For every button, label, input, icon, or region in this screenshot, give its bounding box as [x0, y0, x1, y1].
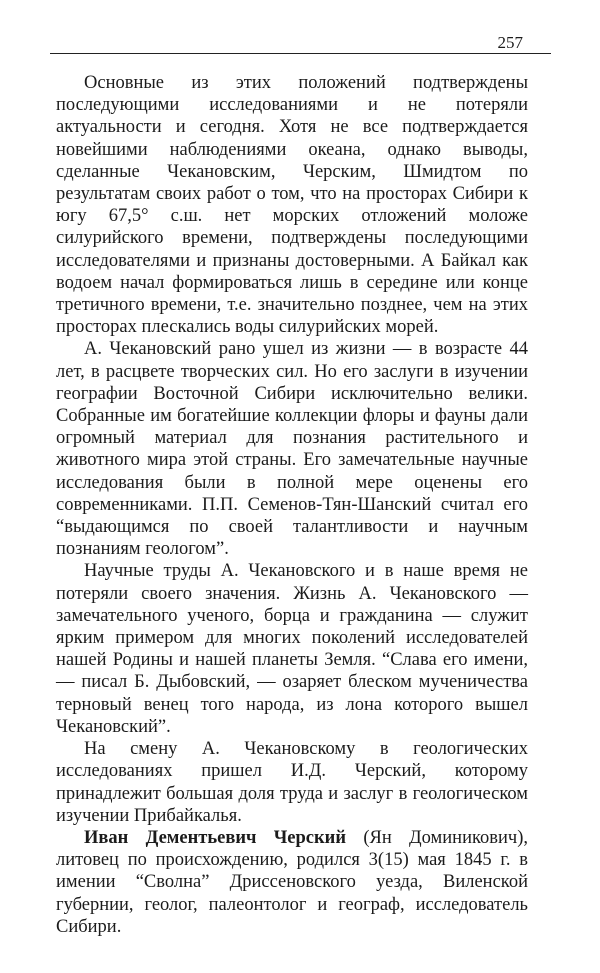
paragraph-1: Основные из этих положений подтверждены последующими исследованиями и не потеряли актуальности и сегодня. Хотя не все подтверждается новейшими наблюдениями океана, однако выводы, сделанные Чекановским, Черским, Шмидтом по результатам своих работ о том, что на просторах Сибири к югу 67,5° с.ш. нет морских отложений моложе силурийского времени, подтверждены последующими исследователями и признаны достоверными. А Байкал как водоем начал формироваться лишь в середине или конце третичного времени, т.е. значительно позднее, чем на этих просторах плескались воды силурийских морей.	[56, 73, 528, 338]
paragraph-2: А. Чекановский рано ушел из жизни — в возрасте 44 лет, в расцвете творческих сил. Но его заслуги в изучении географии Восточной Сибири исключительно велики. Собранные им богатейшие коллекции флоры и фауны дали огромный материал для познания растительного и животного мира этой страны. Его замечательные научные исследования были в полной мере оценены его современниками. П.П. Семенов-Тян-Шанский считал его “выдающимся по своей талантливости и научным познаниям геологом”.	[56, 339, 528, 560]
paragraph-4: На смену А. Чекановскому в геологических исследованиях пришел И.Д. Черский, которому принадлежит большая доля труда и заслуг в геологическом изучении Прибайкалья.	[56, 739, 528, 826]
header-rule	[50, 53, 551, 54]
body-text	[56, 72, 528, 938]
paragraph-5-text: (Ян Доминикович), литовец по происхождению, родился 3(15) мая 1845 г. в имении “Сволна” Дриссеновского уезда, Виленской губернии, геолог, палеонтолог и географ, исследователь Сибири.	[56, 827, 528, 937]
paragraph-5	[56, 827, 528, 938]
person-name: Иван Дементьевич Черский	[84, 827, 346, 848]
paragraph-3: Научные труды А. Чекановского и в наше время не потеряли своего значения. Жизнь А. Чекановского — замечательного ученого, борца и гражданина — служит ярким примером для многих поколений исследователей нашей Родины и нашей планеты Земля. “Слава его имени, — писал Б. Дыбовский, — озаряет блеском мученичества терновый венец того народа, из лона которого вышел Чекановский”.	[56, 561, 528, 737]
page-number: 257	[497, 33, 523, 52]
